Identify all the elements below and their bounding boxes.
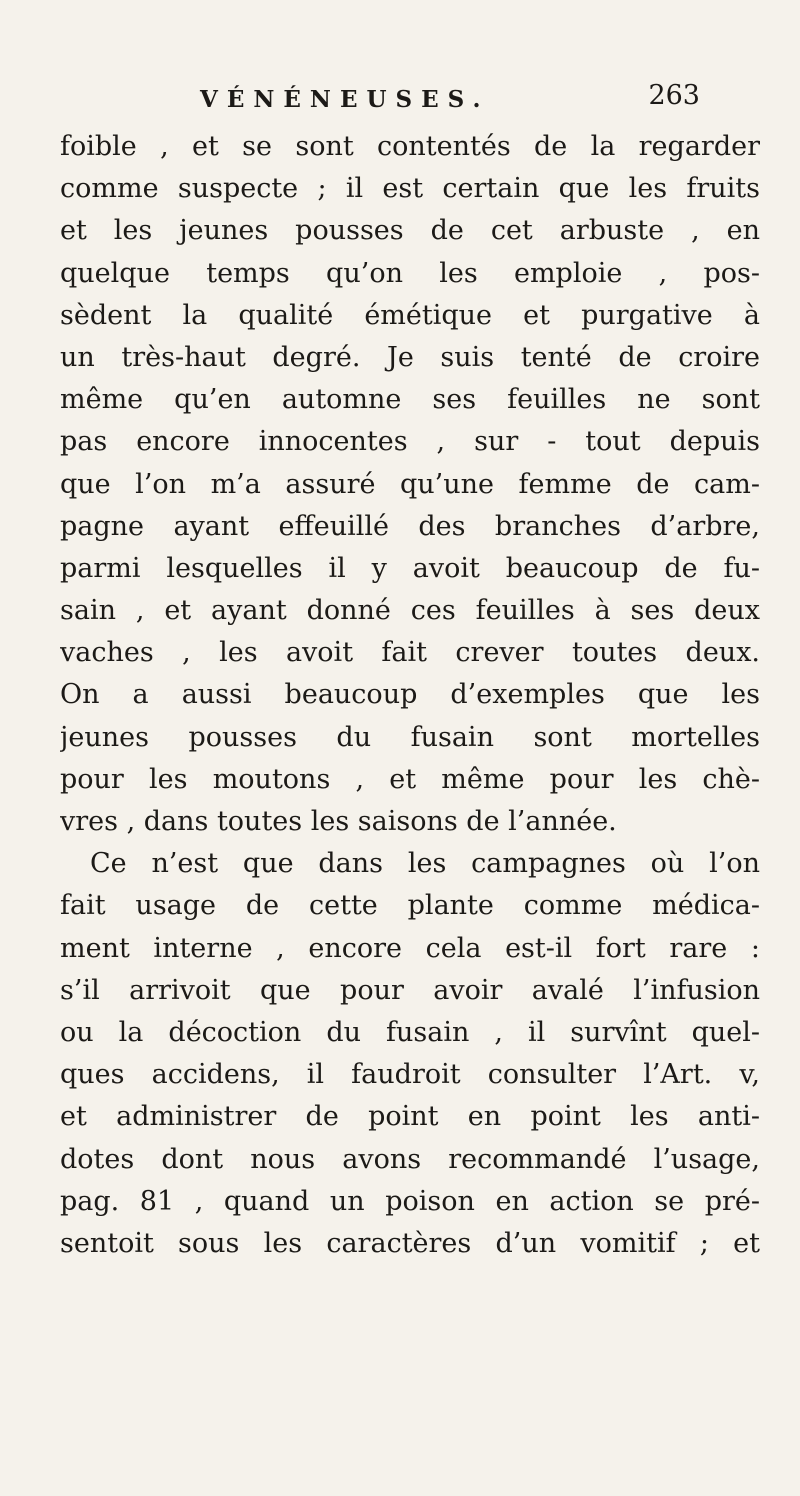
text-line: et les jeunes pousses de cet arbuste , en bbox=[60, 215, 760, 247]
text-line: un très-haut degré. Je suis tenté de croire bbox=[60, 341, 760, 373]
running-title: VÉNÉNEUSES. bbox=[200, 86, 490, 113]
running-head bbox=[60, 78, 760, 118]
text-line: foible , et se sont contentés de la regarder bbox=[60, 131, 760, 162]
text-line: comme suspecte ; il est certain que les fruits bbox=[60, 173, 760, 205]
text-line: fait usage de cette plante comme médica- bbox=[60, 890, 760, 922]
text-line: dotes dont nous avons recommandé l’usage, bbox=[60, 1143, 760, 1175]
text-line: ou la décoction du fusain , il survînt quel- bbox=[60, 1016, 760, 1048]
text-line: ques accidens, il faudroit consulter l’Art. v, bbox=[60, 1059, 760, 1091]
paragraph-first-line: Ce n’est que dans les campagnes où l’on bbox=[90, 848, 760, 880]
text-line: même qu’en automne ses feuilles ne sont bbox=[60, 384, 760, 416]
text-line: ment interne , encore cela est-il fort rare : bbox=[60, 932, 760, 964]
text-line: pas encore innocentes , sur - tout depuis bbox=[60, 426, 760, 458]
text-line: sèdent la qualité émétique et purgative à bbox=[60, 299, 760, 331]
text-line: sentoit sous les caractères d’un vomitif ; et bbox=[60, 1227, 760, 1259]
text-line: vaches , les avoit fait crever toutes deux. bbox=[60, 637, 760, 669]
text-line: s’il arrivoit que pour avoir avalé l’infusion bbox=[60, 974, 760, 1006]
text-line: quelque temps qu’on les emploie , pos- bbox=[60, 257, 760, 289]
text-line: que l’on m’a assuré qu’une femme de cam- bbox=[60, 468, 760, 500]
text-line: et administrer de point en point les anti- bbox=[60, 1101, 760, 1133]
text-line: On a aussi beaucoup d’exemples que les bbox=[60, 679, 760, 711]
text-line: pour les moutons , et même pour les chè- bbox=[60, 763, 760, 795]
body-text bbox=[60, 126, 760, 1265]
text-line: sain , et ayant donné ces feuilles à ses deux bbox=[60, 595, 760, 627]
page-number: 263 bbox=[648, 80, 700, 111]
text-line: parmi lesquelles il y avoit beaucoup de fu- bbox=[60, 552, 760, 584]
text-line: pagne ayant effeuillé des branches d’arbre, bbox=[60, 510, 760, 542]
text-line: jeunes pousses du fusain sont mortelles bbox=[60, 721, 760, 753]
text-line: vres , dans toutes les saisons de l’année. bbox=[60, 806, 617, 837]
text-line: pag. 81 , quand un poison en action se pré- bbox=[60, 1185, 760, 1217]
